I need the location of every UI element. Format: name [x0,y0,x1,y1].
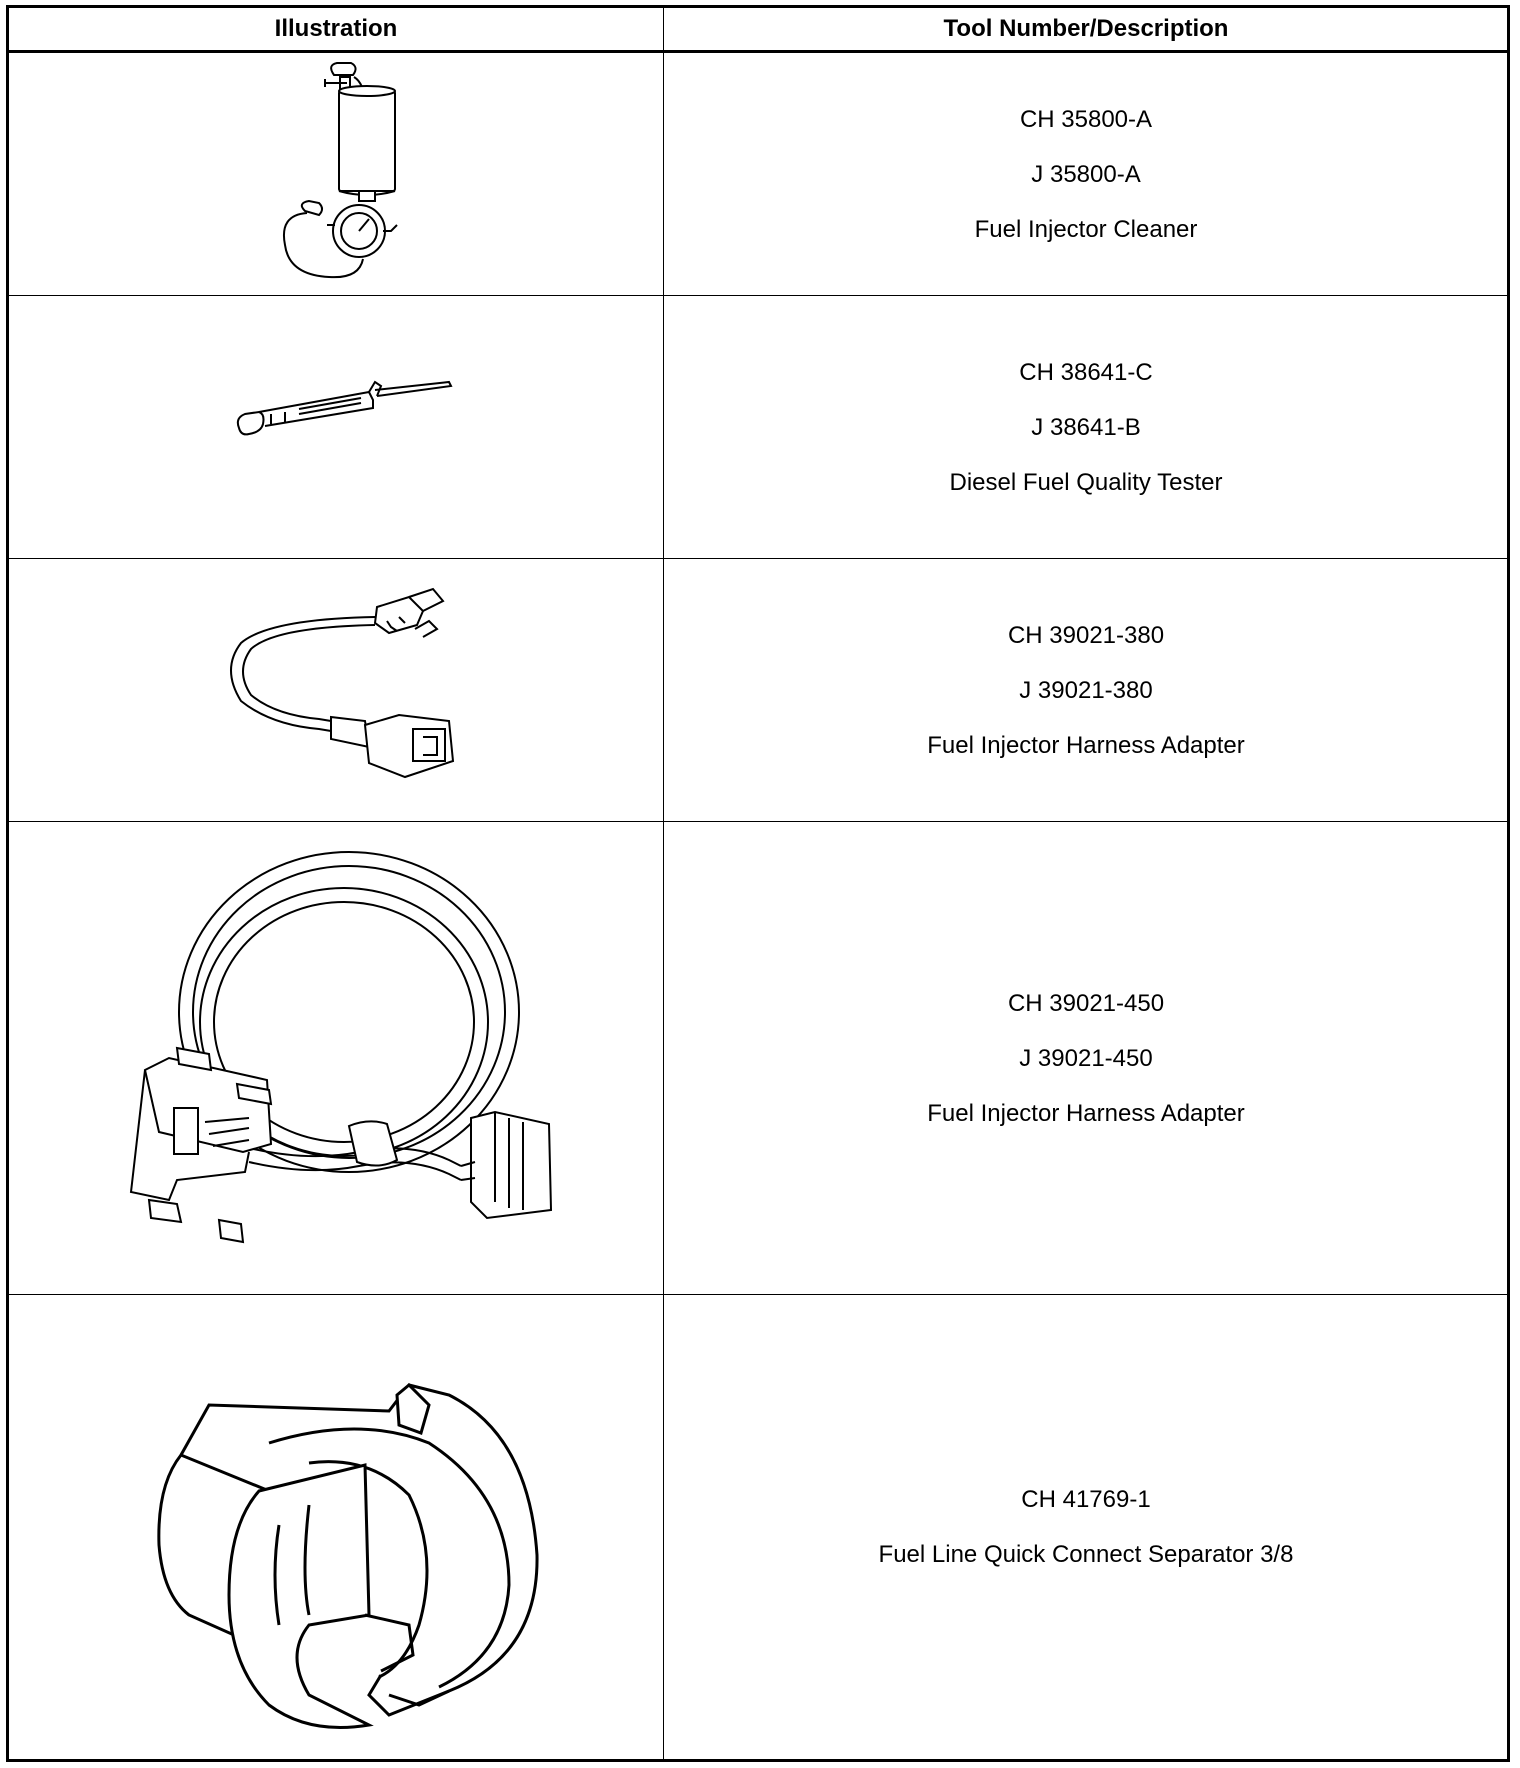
tool-description: Diesel Fuel Quality Tester [949,468,1223,496]
description-header: Tool Number/Description [943,15,1229,42]
table-row [9,559,1507,822]
tool-number-ch: CH 38641-C [1019,358,1153,386]
special-tools-table [6,5,1510,1762]
illustration-header: Illustration [274,15,398,42]
tool-number-ch: CH 39021-450 [1007,989,1165,1017]
table-row [9,1295,1507,1759]
tool-description-cell [665,53,1507,295]
tool-number-j: J 39021-450 [1019,1044,1153,1072]
fuel-injector-cleaner-illustration [9,53,663,295]
table-row [9,53,1507,296]
tool-number-j: J 38641-B [1031,413,1141,441]
tool-number-ch: CH 41769-1 [1021,1486,1151,1513]
quick-connect-separator-illustration [9,1295,663,1759]
tool-description-cell [665,296,1507,558]
table-header-row [9,8,1507,53]
tool-description-cell [665,1295,1507,1759]
tool-number-ch: CH 35800-A [1019,105,1153,133]
tool-number-j: J 35800-A [1031,160,1141,188]
tool-description: Fuel Line Quick Connect Separator 3/8 [878,1541,1294,1568]
tool-number-ch: CH 39021-380 [1007,621,1165,649]
tool-description: Fuel Injector Cleaner [974,215,1198,243]
harness-adapter-450-illustration [9,822,663,1294]
tool-description-cell [665,822,1507,1294]
tool-number-j: J 39021-380 [1019,676,1153,704]
tool-description: Fuel Injector Harness Adapter [927,731,1245,759]
tool-description-cell [665,559,1507,821]
fuel-quality-tester-illustration [9,296,663,558]
table-row [9,296,1507,559]
tool-description: Fuel Injector Harness Adapter [927,1099,1245,1127]
table-row [9,822,1507,1295]
harness-adapter-380-illustration [9,559,663,821]
